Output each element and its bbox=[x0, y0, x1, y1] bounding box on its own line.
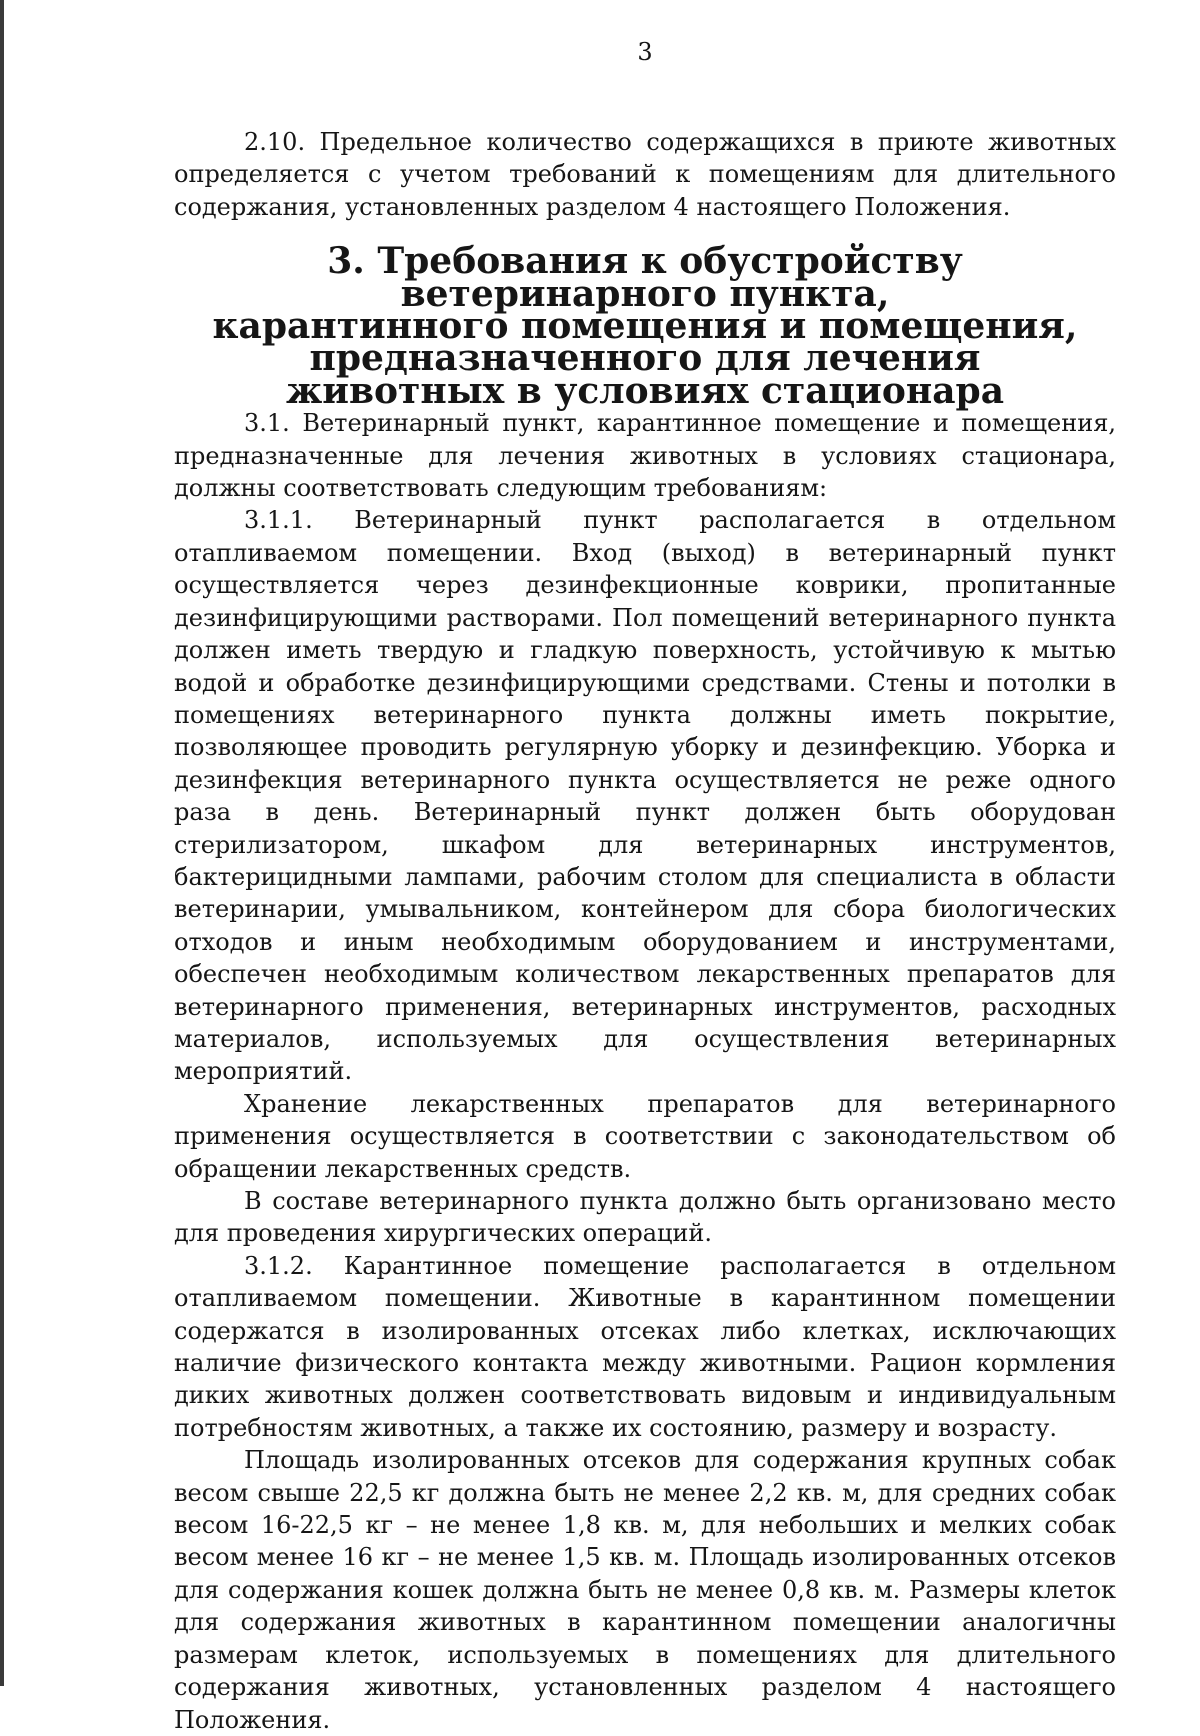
paragraph-storage: Хранение лекарственных препаратов для ветеринарного применения осуществляется в соответствии с законодательством об обращении лекарственных средств. bbox=[174, 1089, 1116, 1183]
paragraph-3-1-1: 3.1.1. Ветеринарный пункт располагается в отдельном отапливаемом помещении. Вход (выход) в ветеринарный пункт осуществляется через дезинфекционные коврики, пропитанные дезинфицирующими растворами. Пол помещений ветеринарного пункта должен иметь твердую и гладкую поверхность, устойчивую к мытью водой и обработке дезинфицирующими средствами. Стены и потолки в помещениях ветеринарного пункта должны иметь покрытие, позволяющее проводить регулярную уборку и дезинфекцию. Уборка и дезинфекция ветеринарного пункта осуществляется не реже одного раза в день. Ветеринарный пункт должен быть оборудован стерилизатором, шкафом для ветеринарных инструментов, бактерицидными лампами, рабочим столом для специалиста в области ветеринарии, умывальником, контейнером для сбора биологических отходов и иным необходимым оборудованием и инструментами, обеспечен необходимым количеством лекарственных препаратов для ветеринарного применения, ветеринарных инструментов, расходных материалов, используемых для осуществления ветеринарных мероприятий. bbox=[174, 506, 1116, 1086]
paragraph-area-requirements: Площадь изолированных отсеков для содержания крупных собак весом свыше 22,5 кг должна быть не менее 2,2 кв. м, для средних собак весом 16-22,5 кг – не менее 1,8 кв. м, для небольших и мелких собак весом менее 16 кг – не менее 1,5 кв. м. Площадь изолированных отсеков для содержания кошек должна быть не менее 0,8 кв. м. Размеры клеток для содержания животных в карантинном помещении аналогичны размерам клеток, используемых в помещениях для длительного содержания животных, установленных разделом 4 настоящего Положения. bbox=[174, 1446, 1116, 1734]
document-body bbox=[174, 126, 1116, 1736]
paragraph-3-1: 3.1. Ветеринарный пункт, карантинное помещение и помещения, предназначенные для лечения животных в условиях стационара, должны соответствовать следующим требованиям: bbox=[174, 409, 1116, 503]
paragraph-3-1-2: 3.1.2. Карантинное помещение располагается в отдельном отапливаемом помещении. Животные в карантинном помещении содержатся в изолированных отсеках либо клетках, исключающих наличие физического контакта между животными. Рацион кормления диких животных должен соответствовать видовым и индивидуальным потребностям животных, а также их состоянию, размеру и возрасту. bbox=[174, 1251, 1116, 1442]
paragraph-2-10: 2.10. Предельное количество содержащихся в приюте животных определяется с учетом требований к помещениям для длительного содержания, установленных разделом 4 настоящего Положения. bbox=[174, 128, 1116, 221]
page-number: 3 bbox=[637, 38, 653, 66]
section-heading-line: 3. Требования к обустройству ветеринарного пункта, bbox=[327, 240, 963, 315]
section-heading bbox=[174, 240, 1116, 412]
paragraph-surgery-place: В составе ветеринарного пункта должно быть организовано место для проведения хирургических операций. bbox=[174, 1187, 1116, 1248]
section-heading-line: животных в условиях стационара bbox=[285, 369, 1005, 412]
scan-edge bbox=[0, 0, 4, 1686]
section-heading-line: карантинного помещения и помещения, предназначенного для лечения bbox=[212, 305, 1078, 380]
